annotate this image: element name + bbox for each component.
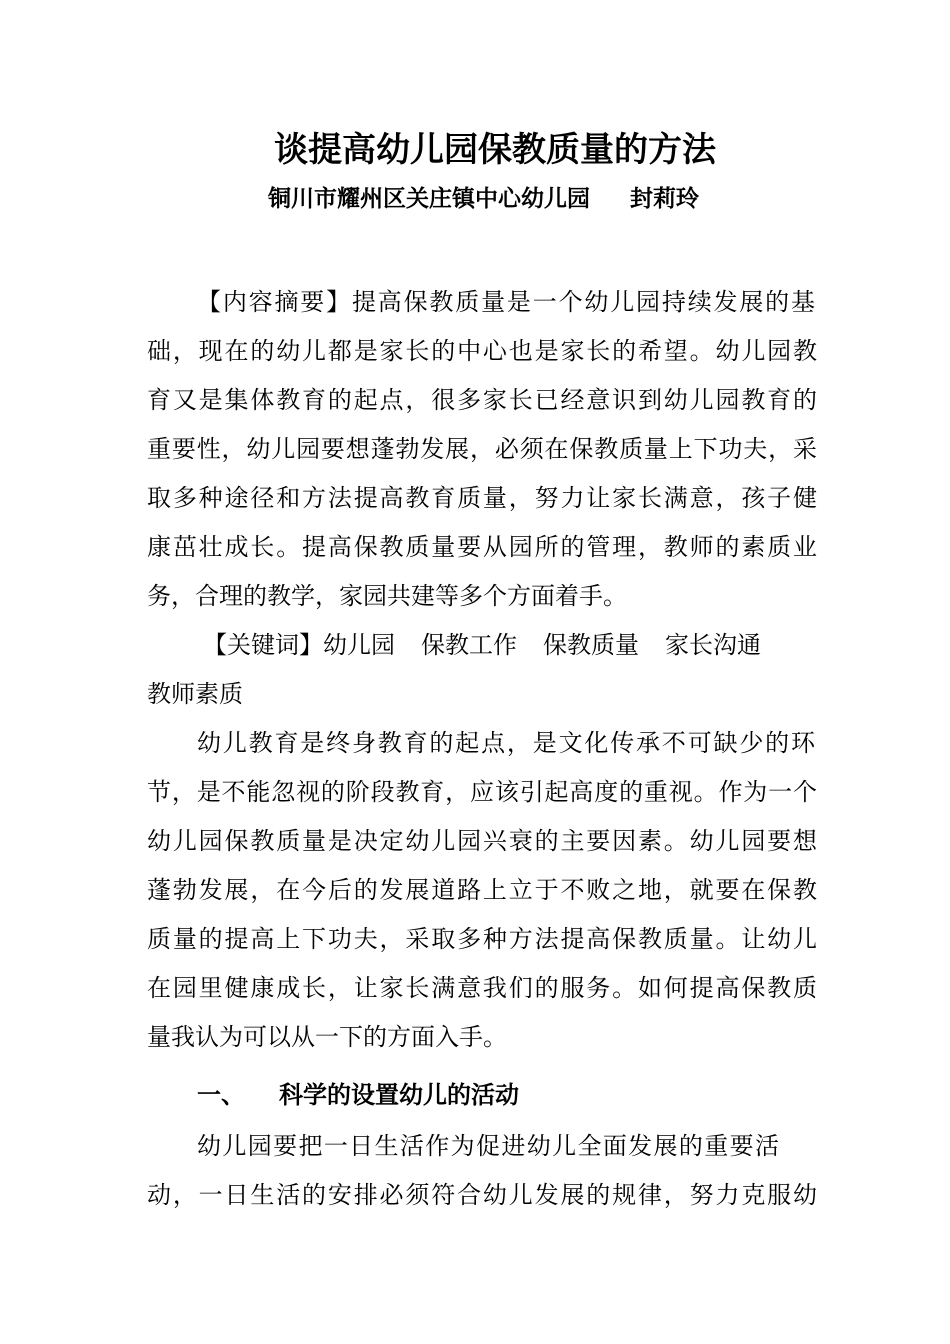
keyword: 保教工作 [421,631,517,659]
author-name: 封莉玲 [630,185,699,212]
intro-line: 量我认为可以从一下的方面入手。 [147,1023,507,1051]
section-heading [197,1078,519,1112]
keywords-label: 【关键词】 [203,631,323,659]
intro-line: 幼儿教育是终身教育的起点，是文化传承不可缺少的环 [197,729,815,757]
byline [268,183,699,215]
abstract-line: 务，合理的教学，家园共建等多个方面着手。 [147,582,627,610]
section-title: 科学的设置幼儿的活动 [279,1080,519,1109]
intro-line: 在园里健康成长，让家长满意我们的服务。如何提高保教质 [147,974,817,1002]
abstract-line: 康茁壮成长。提高保教质量要从园所的管理，教师的素质业 [147,533,817,561]
keyword: 幼儿园 [323,631,395,659]
abstract-line: 重要性，幼儿园要想蓬勃发展，必须在保教质量上下功夫，采 [147,435,817,463]
abstract-line: 础，现在的幼儿都是家长的中心也是家长的希望。幼儿园教 [147,337,817,365]
keywords-line [203,628,873,662]
abstract-line: 【内容摘要】提高保教质量是一个幼儿园持续发展的基 [197,288,815,316]
intro-line: 质量的提高上下功夫，采取多种方法提高保教质量。让幼儿 [147,925,817,953]
keyword: 保教质量 [543,631,639,659]
keyword: 家长沟通 [665,631,761,659]
abstract-line: 取多种途径和方法提高教育质量，努力让家长满意，孩子健 [147,484,817,512]
abstract-line: 育又是集体教育的起点，很多家长已经意识到幼儿园教育的 [147,386,817,414]
document-title: 谈提高幼儿园保教质量的方法 [274,130,716,170]
affiliation: 铜川市耀州区关庄镇中心幼儿园 [268,185,590,212]
intro-line: 节，是不能忽视的阶段教育，应该引起高度的重视。作为一个 [147,778,817,806]
section-line: 动，一日生活的安排必须符合幼儿发展的规律，努力克服幼 [147,1181,817,1209]
intro-line: 蓬勃发展，在今后的发展道路上立于不败之地，就要在保教 [147,876,817,904]
section-number: 一、 [197,1080,245,1109]
section-line: 幼儿园要把一日生活作为促进幼儿全面发展的重要活 [197,1132,779,1160]
intro-line: 幼儿园保教质量是决定幼儿园兴衰的主要因素。幼儿园要想 [147,827,817,855]
keyword: 教师素质 [147,680,243,708]
